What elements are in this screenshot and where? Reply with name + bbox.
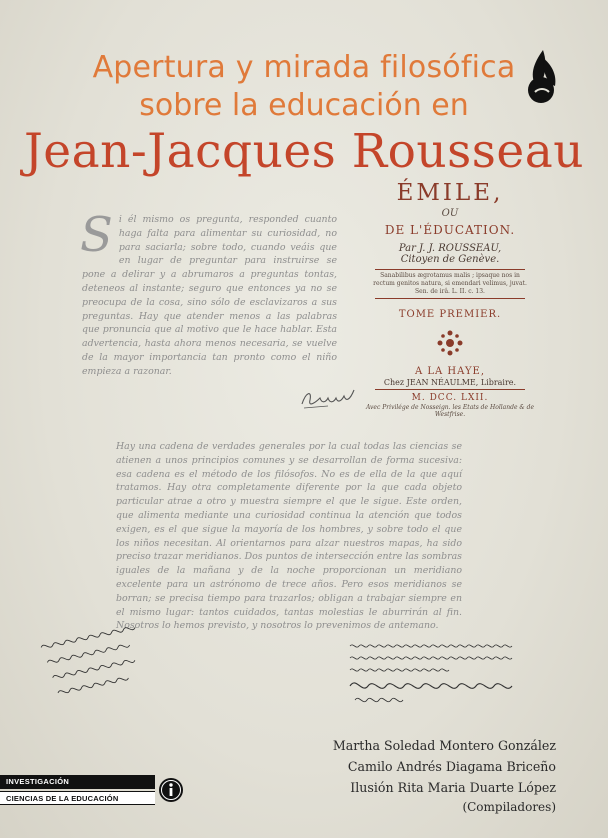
editors-block (333, 735, 556, 816)
rousseau-signature-icon (298, 382, 360, 412)
publisher-feather-logo-icon (515, 46, 571, 106)
series-badge (0, 775, 180, 809)
emile-title-page (360, 180, 540, 418)
cover-title-line-2: sobre la educación en (139, 88, 469, 123)
emile-ornament-icon (430, 328, 470, 358)
emile-rule-bottom (375, 298, 525, 299)
quote-block-2: Hay una cadena de verdades generales por la cual todas las ciencias se atienen a unos principios comunes y se desarrollan de forma sucesiva: esa cadena es el método de los filósofos. No es de ella de la que aquí tratamos. Hay otra completamente diferente por la que cada objeto particular atrae a otro y muestra siempre el que le sigue. Este orden, que alimenta mediante una curiosidad continua la atención que todos exigen, es el que sigue la mayoría de los hombres, y sobre todo el que los niños necesitan. Al orientarnos para alzar nuestros mapas, ha sido preciso trazar meridianos. Dos puntos de intersección entre las sombras iguales de la mañana y de la noche proporcionan un meridiano excelente para un astrónomo de trece años. Pero esos meridianos se borran; se precisa tiempo para trazarlos; obligan a trabajar siempre en el mismo lugar: tantos cuidados, tantas molestias le aburrirán al fin. Nosotros lo hemos previsto, y nosotros lo prevenimos de antemano. (116, 441, 462, 632)
manuscript-fragment-left-icon (40, 618, 175, 700)
emile-tome: TOME PREMIER. (398, 309, 502, 320)
cover-title-line-1: Apertura y mirada filosófica (92, 50, 516, 85)
manuscript-fragment-right-icon (345, 636, 525, 708)
emile-epigraph: Sanabilibus ægrotamus malis ; ipsaque nos in rectum genitos natura, si emendari velimus, juvat. Sen. de irâ. L. II. c. 13. (373, 272, 527, 295)
quote-dropcap: S (80, 207, 113, 263)
emile-year: M. DCC. LXII. (411, 393, 489, 403)
series-top-label: INVESTIGACIÓN (0, 775, 155, 789)
emile-title: ÉMILE, (396, 180, 504, 206)
emile-author: Par J. J. ROUSSEAU, (398, 243, 502, 254)
cover-title-line-3: Jean-Jacques Rousseau (23, 124, 585, 179)
emile-privilege: Avec Privilége de Nosseign. les Etats de Hollande & de Westfrise. (365, 404, 535, 418)
quote-1-text: i él mismo os pregunta, responded cuanto haga falta para alimentar su curiosidad, no para saciarla; sobre todo, cuando veáis que en lugar de preguntar para instruirse se pone a delirar y a abrumaros a preguntas tontas, deteneos al instante; seguro que entonces ya no se preocupa de la cosa, sino sólo de esclavizaros a sus preguntas. Hay que atender menos a las palabras que pronuncia que al motivo que le hace hablar. Esta advertencia, hasta ahora menos necesaria, se vuelve de la mayor importancia tan pronto como el niño empieza a razonar. (82, 214, 337, 377)
emile-printer: Chez JEAN NÉAULME, Libraire. (383, 378, 517, 387)
emile-rule-year (375, 389, 525, 390)
editor-name-3: Ilusión Rita Maria Duarte López (350, 780, 556, 795)
quote-block-1 (80, 207, 337, 379)
emile-ou: OU (441, 208, 459, 219)
emile-subtitle: DE L'ÉDUCATION. (384, 223, 516, 237)
editor-name-2: Camilo Andrés Diagama Briceño (347, 759, 556, 774)
emile-place: A LA HAYE, (414, 366, 486, 377)
editor-name-1: Martha Soledad Montero González (332, 738, 556, 753)
editors-role: (Compiladores) (462, 800, 556, 814)
info-icon (158, 777, 184, 803)
emile-citizen: Citoyen de Genève. (400, 254, 500, 265)
series-bottom-label: CIENCIAS DE LA EDUCACIÓN (0, 791, 155, 805)
emile-rule-top (375, 269, 525, 270)
